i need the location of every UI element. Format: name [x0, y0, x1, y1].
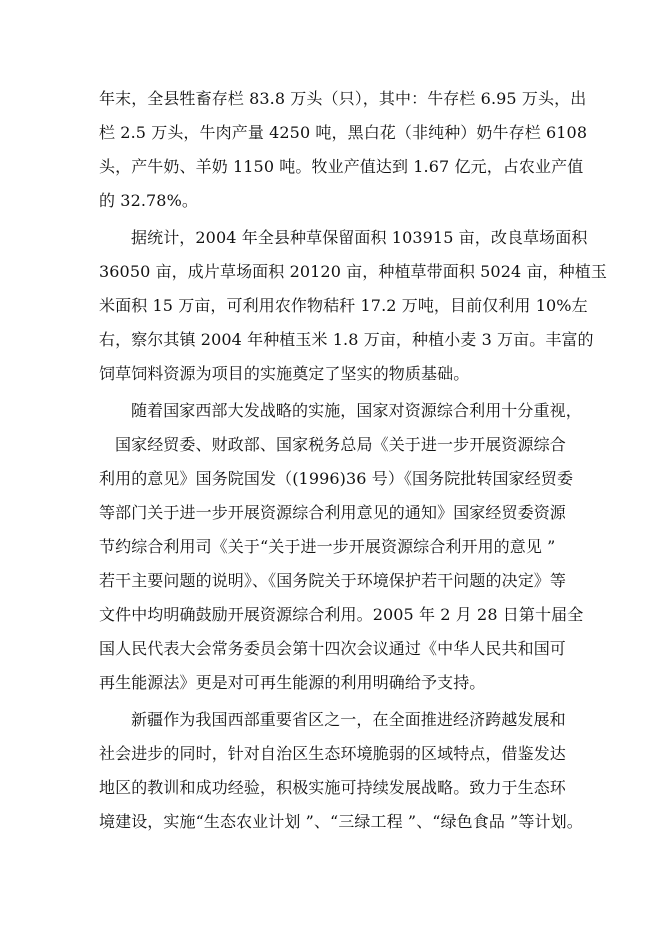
text-line: 再生能源法》更是对可再生能源的利用明确给予支持。	[99, 673, 486, 692]
text-line: 若干主要问题的说明》、《国务院关于环境保护若干问题的决定》等	[99, 571, 567, 590]
text-line: 等部门关于进一步开展资源综合利用意见的通知》国家经贸委资源	[99, 503, 566, 522]
text-line: 利用的意见》国务院国发（(1996)36 号）《国务院批转国家经贸委	[99, 469, 574, 488]
text-line: 36050 亩，成片草场面积 20120 亩，种植草带面积 5024 亩，种植玉	[99, 262, 607, 281]
text-line: 境建设，实施“生态农业计划 ”、“三绿工程 ”、“绿色食品 ”等计划。	[99, 812, 583, 831]
text-line: 饲草饲料资源为项目的实施奠定了坚实的物质基础。	[99, 364, 470, 383]
text-line: 节约综合利用司《关于“关于进一步开展资源综合利开用的意见 ”	[99, 537, 556, 556]
text-line: 年末，全县牲畜存栏 83.8 万头（只），其中：牛存栏 6.95 万头，出	[99, 89, 587, 108]
text-line: 国人民代表大会常务委员会第十四次会议通过《中华人民共和国可	[99, 639, 566, 658]
text-line: 栏 2.5 万头，牛肉产量 4250 吨，黑白花（非纯种）奶牛存栏 6108	[99, 123, 588, 142]
text-line: 米面积 15 万亩，可利用农作物秸秆 17.2 万吨，目前仅利用 10%左	[99, 296, 588, 315]
text-line: 右，察尔其镇 2004 年种植玉米 1.8 万亩，种植小麦 3 万亩。丰富的	[99, 330, 594, 349]
text-line: 头，产牛奶、羊奶 1150 吨。牧业产值达到 1.67 亿元，占农业产值	[99, 157, 584, 176]
text-line: 地区的教训和成功经验，积极实施可持续发展战略。致力于生态环	[99, 778, 566, 797]
text-line: 据统计，2004 年全县种草保留面积 103915 亩，改良草场面积	[131, 228, 588, 247]
text-line: 国家经贸委、财政部、国家税务总局《关于进一步开展资源综合	[115, 435, 566, 454]
text-line: 随着国家西部大发战略的实施，国家对资源综合利用十分重视，	[131, 401, 582, 420]
text-line: 文件中均明确鼓励开展资源综合利用。2005 年 2 月 28 日第十届全	[99, 605, 584, 624]
text-line: 新疆作为我国西部重要省区之一，在全面推进经济跨越发展和	[131, 710, 566, 729]
text-line: 社会进步的同时，针对自治区生态环境脆弱的区域特点，借鉴发达	[99, 744, 566, 763]
text-line: 的 32.78%。	[99, 191, 198, 210]
